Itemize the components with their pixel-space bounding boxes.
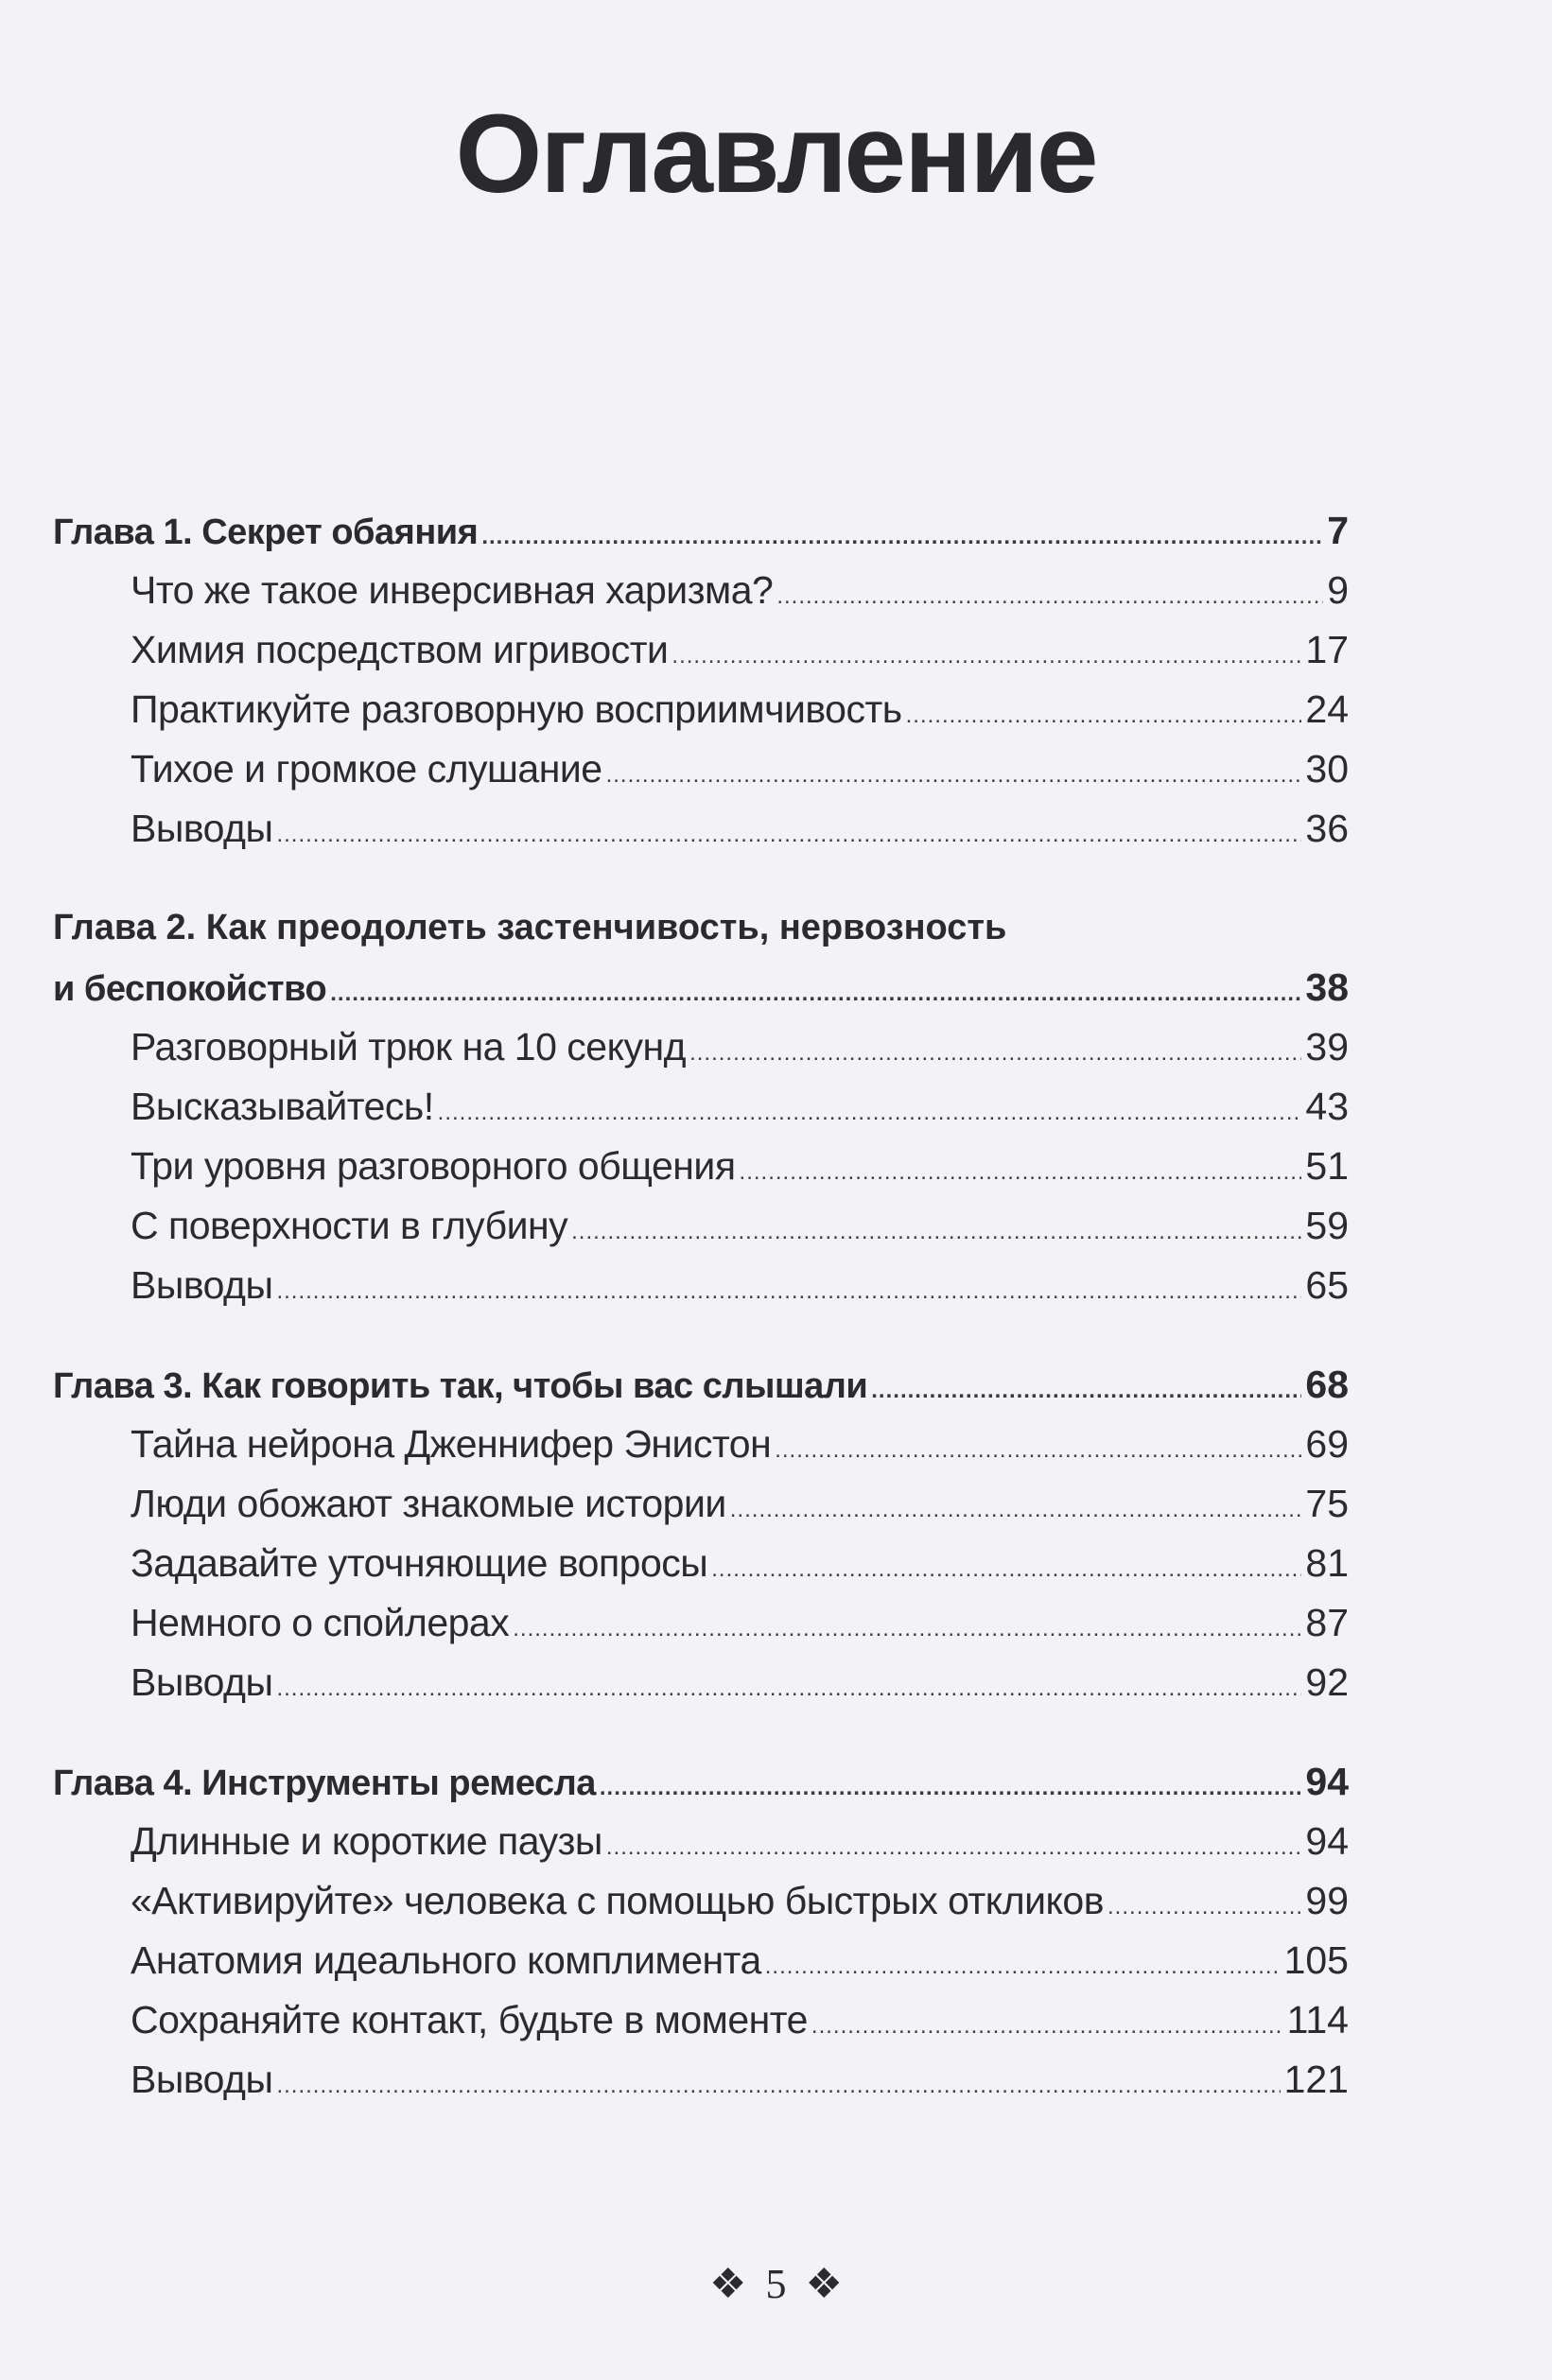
page-number: 105 <box>1283 1938 1349 1982</box>
chapter-3 <box>53 1355 1349 1712</box>
entry-title: Три уровня разговорного общения <box>131 1144 736 1188</box>
chapter-title: Глава 1. Секрет обаяния <box>53 512 479 552</box>
toc-entry <box>53 1415 1349 1474</box>
dot-leader <box>276 805 1301 864</box>
page-footer <box>0 2260 1552 2308</box>
toc-entry <box>53 1534 1349 1593</box>
table-of-contents <box>53 501 1349 2149</box>
chapter-title: Глава 4. Инструменты ремесла <box>53 1763 596 1803</box>
page-number: 24 <box>1305 687 1349 731</box>
dot-leader <box>689 1023 1301 1083</box>
entry-title: Длинные и короткие паузы <box>131 1819 602 1863</box>
entry-title: Тихое и громкое слушание <box>131 747 602 790</box>
entry-title: Задавайте уточняющие вопросы <box>131 1541 708 1585</box>
entry-title: Что же такое инверсивная харизма? <box>131 568 774 612</box>
entry-title: Высказывайтесь! <box>131 1085 434 1128</box>
dot-leader <box>775 1420 1301 1480</box>
page-number: 94 <box>1305 1819 1349 1863</box>
page-number: 39 <box>1305 1025 1349 1068</box>
entry-title: Немного о спойлерах <box>131 1601 510 1644</box>
chapter-heading <box>53 501 1349 561</box>
entry-title: Тайна нейрона Дженнифер Энистон <box>131 1422 772 1466</box>
page-number: 38 <box>1305 965 1349 1009</box>
toc-entry <box>53 1017 1349 1077</box>
page-title: Оглавление <box>455 92 1097 217</box>
chapter-heading <box>53 1355 1349 1415</box>
toc-entry <box>53 1137 1349 1196</box>
entry-title: Химия посредством игривости <box>131 628 669 671</box>
chapter-4 <box>53 1752 1349 2110</box>
page-number: 94 <box>1305 1760 1349 1803</box>
page-number: 99 <box>1305 1879 1349 1922</box>
dot-leader <box>513 1599 1301 1659</box>
toc-entry <box>53 680 1349 739</box>
entry-title: С поверхности в глубину <box>131 1204 568 1247</box>
dot-leader <box>438 1083 1302 1142</box>
page-number: 92 <box>1305 1660 1349 1704</box>
page-number: 36 <box>1305 807 1349 850</box>
toc-entry <box>53 1990 1349 2050</box>
page-number: 30 <box>1305 747 1349 790</box>
toc-entry <box>53 561 1349 620</box>
dot-leader <box>606 745 1302 805</box>
dot-leader <box>600 1758 1302 1817</box>
entry-title: Выводы <box>131 1660 273 1704</box>
dot-leader <box>276 1261 1301 1321</box>
toc-entry <box>53 1196 1349 1256</box>
page-number: 68 <box>1305 1363 1349 1406</box>
dot-leader <box>811 1996 1283 2056</box>
entry-title: Люди обожают знакомые истории <box>131 1482 726 1525</box>
dot-leader <box>481 507 1323 566</box>
chapter-title-line-1: Глава 2. Как преодолеть застенчивость, нервозность <box>53 908 1007 947</box>
entry-title: Выводы <box>131 807 273 850</box>
entry-title: Разговорный трюк на 10 секунд <box>131 1025 687 1068</box>
page-number: 69 <box>1305 1422 1349 1466</box>
toc-entry <box>53 1653 1349 1712</box>
chapter-heading <box>53 1752 1349 1812</box>
page-number: 75 <box>1305 1482 1349 1525</box>
page-number: 59 <box>1305 1204 1349 1247</box>
dot-leader <box>776 566 1323 626</box>
toc-entry <box>53 1871 1349 1931</box>
dot-leader <box>740 1142 1302 1202</box>
chapter-heading <box>53 958 1349 1017</box>
ornament-left-icon: ❖ <box>709 2261 747 2307</box>
chapter-2 <box>53 898 1349 1315</box>
page-number: 81 <box>1305 1541 1349 1585</box>
page-number: 65 <box>1305 1263 1349 1307</box>
page-number: 17 <box>1305 628 1349 671</box>
chapter-title-line-2: и беспокойство <box>53 969 327 1009</box>
toc-entry <box>53 1593 1349 1653</box>
dot-leader <box>671 626 1301 686</box>
dot-leader <box>765 1937 1281 1996</box>
page-number: 114 <box>1286 1998 1349 2041</box>
dot-leader <box>571 1202 1301 1261</box>
dot-leader <box>730 1480 1302 1539</box>
toc-entry <box>53 1256 1349 1315</box>
chapter-title: Глава 3. Как говорить так, чтобы вас слышали <box>53 1366 868 1406</box>
page-number: 87 <box>1305 1601 1349 1644</box>
toc-entry <box>53 1931 1349 1990</box>
dot-leader <box>906 686 1302 745</box>
entry-title: Выводы <box>131 1263 273 1307</box>
page-number: 51 <box>1305 1144 1349 1188</box>
toc-entry <box>53 1474 1349 1534</box>
toc-entry <box>53 1812 1349 1871</box>
dot-leader <box>711 1539 1301 1599</box>
page-number: 121 <box>1283 2058 1349 2101</box>
ornament-right-icon: ❖ <box>805 2261 843 2307</box>
page-number: 43 <box>1305 1085 1349 1128</box>
entry-title: Практикуйте разговорную восприимчивость <box>131 687 902 731</box>
dot-leader <box>276 1659 1301 1718</box>
entry-title: Выводы <box>131 2058 273 2101</box>
dot-leader <box>1107 1877 1301 1937</box>
toc-entry <box>53 2050 1349 2110</box>
toc-entry <box>53 620 1349 680</box>
dot-leader <box>606 1817 1302 1877</box>
dot-leader <box>330 964 1301 1023</box>
entry-title: Сохраняйте контакт, будьте в моменте <box>131 1998 808 2041</box>
entry-title: «Активируйте» человека с помощью быстрых откликов <box>131 1879 1105 1922</box>
toc-entry <box>53 799 1349 859</box>
chapter-1 <box>53 501 1349 859</box>
toc-entry <box>53 1077 1349 1137</box>
toc-entry <box>53 739 1349 799</box>
page-number: 9 <box>1327 568 1349 612</box>
dot-leader <box>276 2056 1280 2115</box>
page-number-footer: 5 <box>765 2261 787 2307</box>
dot-leader <box>871 1361 1301 1420</box>
entry-title: Анатомия идеального комплимента <box>131 1938 761 1982</box>
page-number: 7 <box>1327 509 1349 552</box>
